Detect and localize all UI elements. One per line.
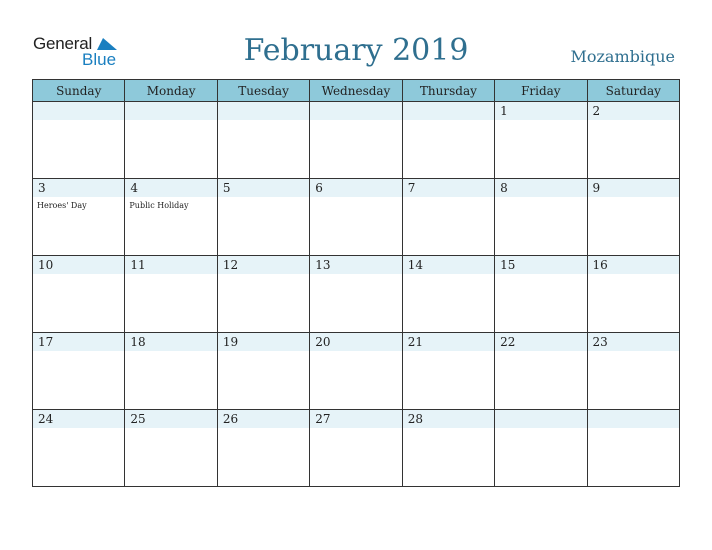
weekday-header-row: [33, 80, 680, 102]
day-cell[interactable]: [125, 410, 217, 487]
day-number: 28: [407, 412, 423, 426]
week-row: [33, 333, 680, 410]
day-number: [403, 102, 494, 120]
day-cell[interactable]: [217, 333, 309, 410]
day-cell[interactable]: [33, 179, 125, 256]
day-cell[interactable]: [495, 256, 587, 333]
day-cell[interactable]: [402, 333, 494, 410]
weekday-header: Wednesday: [310, 80, 402, 102]
day-number: 18: [130, 335, 146, 349]
day-event: Public Holiday: [129, 201, 189, 210]
day-cell[interactable]: [587, 333, 679, 410]
day-number: 2: [592, 104, 601, 118]
day-cell[interactable]: [587, 410, 679, 487]
day-cell[interactable]: [310, 333, 402, 410]
weekday-header: Tuesday: [217, 80, 309, 102]
day-number: [218, 102, 309, 120]
day-number: 22: [500, 335, 516, 349]
day-cell[interactable]: [310, 102, 402, 179]
day-number: 26: [222, 412, 239, 426]
day-number: 7: [407, 181, 416, 195]
logo-blue-text: Blue: [82, 50, 117, 69]
day-cell[interactable]: [310, 256, 402, 333]
day-number: 9: [592, 181, 601, 195]
day-number: 5: [222, 181, 231, 195]
weekday-header: Thursday: [402, 80, 494, 102]
day-number: 23: [592, 335, 608, 349]
day-cell[interactable]: [33, 333, 125, 410]
day-number: 25: [130, 412, 146, 426]
day-number: 15: [500, 258, 516, 272]
day-number: 8: [500, 181, 508, 195]
day-cell[interactable]: [402, 102, 494, 179]
day-number: [310, 102, 401, 120]
day-number: 10: [38, 258, 54, 272]
day-number: 21: [407, 335, 423, 349]
week-row: [33, 410, 680, 487]
day-cell[interactable]: [402, 410, 494, 487]
day-event: Heroes' Day: [37, 201, 87, 210]
day-number: 6: [315, 181, 323, 195]
day-number: 1: [500, 104, 508, 118]
day-number: 16: [592, 258, 608, 272]
day-cell[interactable]: [495, 333, 587, 410]
day-cell[interactable]: [217, 179, 309, 256]
day-number: 19: [222, 335, 239, 349]
week-row: [33, 256, 680, 333]
week-row: [33, 102, 680, 179]
day-cell[interactable]: [125, 256, 217, 333]
day-cell[interactable]: [587, 179, 679, 256]
day-cell[interactable]: [402, 256, 494, 333]
day-cell[interactable]: [495, 179, 587, 256]
weekday-header: Monday: [125, 80, 217, 102]
day-cell[interactable]: [310, 179, 402, 256]
day-cell[interactable]: [33, 256, 125, 333]
day-number: 12: [222, 258, 239, 272]
day-cell[interactable]: [495, 410, 587, 487]
day-cell[interactable]: [217, 410, 309, 487]
day-number: [125, 102, 216, 120]
day-number: 14: [407, 258, 423, 272]
day-number: [33, 102, 124, 120]
day-number: 24: [38, 412, 54, 426]
day-cell[interactable]: [33, 102, 125, 179]
day-number: [495, 410, 586, 428]
day-number: 3: [38, 181, 46, 195]
day-cell[interactable]: [402, 179, 494, 256]
calendar-grid: [32, 79, 680, 487]
weekday-header: Friday: [495, 80, 587, 102]
day-cell[interactable]: [125, 333, 217, 410]
day-cell[interactable]: [217, 102, 309, 179]
day-cell[interactable]: [33, 410, 125, 487]
day-number: 4: [130, 181, 139, 195]
day-cell[interactable]: [125, 179, 217, 256]
day-number: 13: [315, 258, 331, 272]
week-row: [33, 179, 680, 256]
day-cell[interactable]: [217, 256, 309, 333]
weekday-header: Saturday: [587, 80, 679, 102]
day-cell[interactable]: [495, 102, 587, 179]
day-number: 20: [315, 335, 331, 349]
calendar-body: [33, 102, 680, 487]
day-number: 11: [130, 258, 146, 272]
calendar-title: February 2019: [243, 33, 469, 68]
day-cell[interactable]: [125, 102, 217, 179]
day-cell[interactable]: [310, 410, 402, 487]
day-number: 27: [315, 412, 331, 426]
day-cell[interactable]: [587, 102, 679, 179]
weekday-header: Sunday: [33, 80, 125, 102]
logo-general-text: General: [33, 34, 93, 53]
day-cell[interactable]: [587, 256, 679, 333]
country-label: Mozambique: [570, 47, 675, 66]
day-number: [588, 410, 679, 428]
day-number: 17: [38, 335, 54, 349]
